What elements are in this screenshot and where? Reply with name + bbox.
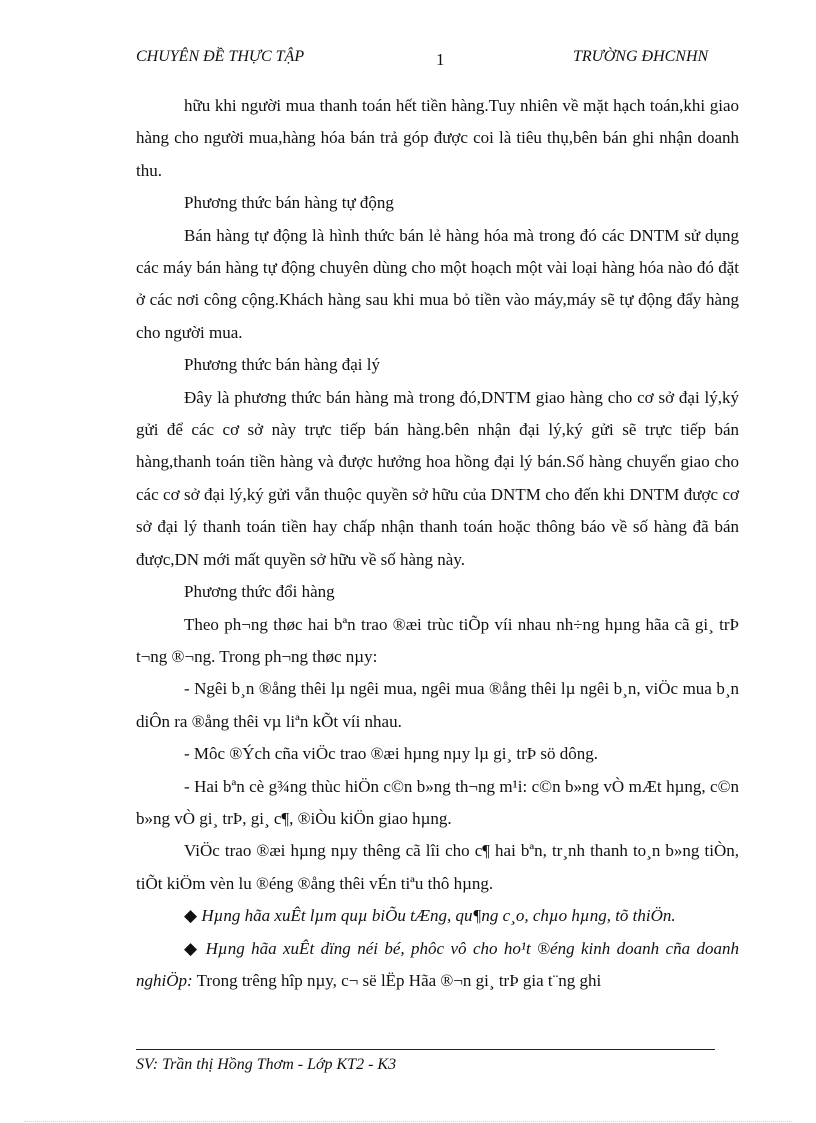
diamond-bullet-icon: ◆	[184, 938, 200, 958]
page-edge-divider	[24, 1121, 792, 1122]
paragraph: - Môc ®Ých cña viÖc trao ®æi hµng nµy lµ gi¸ trÞ sö dông.	[184, 744, 599, 764]
paragraph: - Ngêi b¸n ®ång thêi lµ ngêi mua, ngêi mua ®ång thêi lµ ngêi b¸n, viÖc mua b¸n diÔn ra ®ång thêi vµ liªn kÕt víi nhau.	[136, 679, 739, 731]
bullet-item	[136, 900, 739, 932]
footer-divider	[136, 1049, 715, 1050]
page-header	[0, 48, 816, 72]
diamond-bullet-icon: ◆	[184, 906, 198, 926]
document-body	[136, 90, 739, 997]
paragraph: Bán hàng tự động là hình thức bán lẻ hàng hóa mà trong đó các DNTM sử dụng các máy bán hàng tự động chuyên dùng cho một hoạch một vài loại hàng hóa nào đó đặt ở các nơi công cộng.Khách hàng sau khi mua bỏ tiền vào máy,máy sẽ tự động đẩy hàng cho người mua.	[136, 225, 739, 342]
bullet-text: Hµng hãa xuÊt dïng néi bé, phôc vô cho ho¹t ®éng kinh doanh cña doanh nghiÖp:	[136, 938, 740, 990]
paragraph: Theo ph¬ng thøc hai bªn trao ®æi trùc tiÕp víi nhau nh÷ng hµng hãa cã gi¸ trÞ t¬ng ®¬ng. Trong ph¬ng thøc nµy:	[136, 614, 739, 666]
header-title-left: CHUYÊN ĐỀ THỰC TẬP	[136, 48, 305, 65]
section-heading: Phương thức đổi hàng	[184, 582, 335, 602]
paragraph: hữu khi người mua thanh toán hết tiền hàng.Tuy nhiên về mặt hạch toán,khi giao hàng cho người mua,hàng hóa bán trả góp được coi là tiêu thụ,bên bán ghi nhận doanh thu.	[136, 96, 739, 180]
header-title-right: TRƯỜNG ĐHCNHN	[573, 48, 709, 65]
footer-author: SV: Trần thị Hồng Thơm - Lớp KT2 - K3	[136, 1056, 397, 1073]
paragraph: ViÖc trao ®æi hµng nµy thêng cã lîi cho c¶ hai bªn, tr¸nh thanh to¸n b»ng tiÒn, tiÕt kiÖm vèn lu ®éng ®ång thêi vÉn tiªu thô hµng.	[136, 841, 739, 893]
section-heading: Phương thức bán hàng tự động	[184, 193, 394, 213]
bullet-text: Hµng hãa xuÊt lµm quµ biÕu tÆng, qu¶ng c¸o, chµo hµng, tõ thiÖn.	[201, 906, 676, 926]
paragraph: - Hai bªn cè g¾ng thùc hiÖn c©n b»ng th¬ng m¹i: c©n b»ng vÒ mÆt hµng, c©n b»ng vÒ gi¸ trÞ, gi¸ c¶, ®iÒu kiÖn giao hµng.	[136, 776, 739, 828]
page-number: 1	[436, 50, 445, 69]
section-heading: Phương thức bán hàng đại lý	[184, 355, 380, 375]
bullet-text-continued: Trong trêng hîp nµy, c¬ së lËp Hãa ®¬n gi¸ trÞ gia t¨ng ghi	[192, 970, 602, 990]
bullet-item	[136, 933, 739, 998]
paragraph: Đây là phương thức bán hàng mà trong đó,DNTM giao hàng cho cơ sở đại lý,ký gửi để các cơ sở này trực tiếp bán hàng.bên nhận đại lý,ký gửi sẽ trực tiếp bán hàng,thanh toán tiền hàng và được hưởng hoa hồng đại lý bán.Số hàng chuyển giao cho các cơ sở đại lý,ký gửi vẫn thuộc quyền sở hữu của DNTM cho đến khi DNTM được cơ sở đại lý thanh toán tiền hay chấp nhận thanh toán hoặc thông báo về số hàng đã bán được,DN mới mất quyền sở hữu về số hàng này.	[136, 387, 739, 569]
